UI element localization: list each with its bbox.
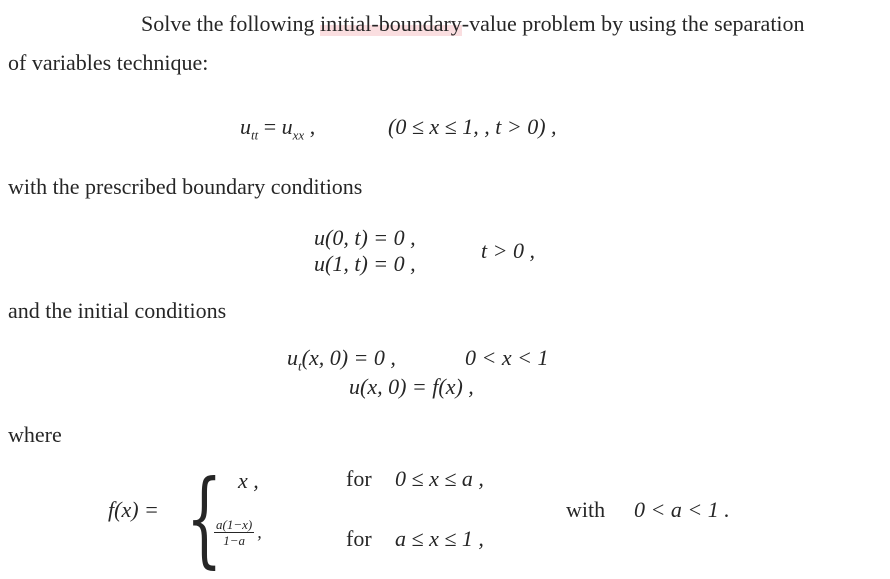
- intro-line-2: of variables technique:: [8, 50, 209, 75]
- boundary-time-condition: t > 0 ,: [481, 238, 535, 263]
- fraction-numerator: a(1−x): [216, 517, 253, 532]
- pde-equals: =: [258, 114, 282, 139]
- boundary-label: with the prescribed boundary conditions: [8, 174, 363, 199]
- pde-comma: ,: [304, 114, 316, 139]
- pde-rhs: u: [281, 114, 293, 139]
- ic1-rest: (x, 0) = 0 ,: [301, 345, 396, 370]
- initial-label: and the initial conditions: [8, 298, 227, 323]
- case-2-for: for: [346, 526, 372, 551]
- boundary-condition-1: u(0, t) = 0 ,: [314, 225, 416, 250]
- where-label: where: [8, 422, 62, 447]
- initial-condition-1: [287, 347, 396, 372]
- intro-text-b: -value problem by using the separation: [461, 11, 805, 36]
- ic1-sub: t: [298, 358, 302, 374]
- pde-lhs-sub: tt: [251, 127, 259, 143]
- initial-condition-2: u(x, 0) = f(x) ,: [349, 374, 474, 399]
- parameter-condition: 0 < a < 1 .: [634, 497, 730, 522]
- highlighted-term: initial-boundary: [320, 11, 462, 36]
- case-1-range: 0 ≤ x ≤ a ,: [395, 466, 484, 491]
- left-brace-icon: {: [186, 457, 223, 579]
- boundary-condition-2: u(1, t) = 0 ,: [314, 251, 416, 276]
- ic1-u: u: [287, 345, 298, 370]
- pde-domain: (0 ≤ x ≤ 1, , t > 0) ,: [388, 114, 557, 139]
- pde-equation: [240, 116, 315, 141]
- pde-rhs-sub: xx: [292, 127, 305, 143]
- piecewise-lhs: f(x) =: [108, 497, 159, 522]
- intro-text-a: Solve the following: [141, 11, 321, 36]
- intro-line-1: [141, 13, 805, 35]
- case-1-expression: x ,: [238, 468, 259, 493]
- case-2-expression: [214, 518, 262, 547]
- case-2-range: a ≤ x ≤ 1 ,: [395, 526, 484, 551]
- fraction-denominator: 1−a: [223, 533, 245, 548]
- case-1-for: for: [346, 466, 372, 491]
- case-2-comma: ,: [257, 521, 262, 542]
- pde-lhs: u: [240, 114, 251, 139]
- initial-condition-1-range: 0 < x < 1: [465, 345, 549, 370]
- with-label: with: [566, 497, 606, 522]
- case-2-fraction: [214, 518, 254, 547]
